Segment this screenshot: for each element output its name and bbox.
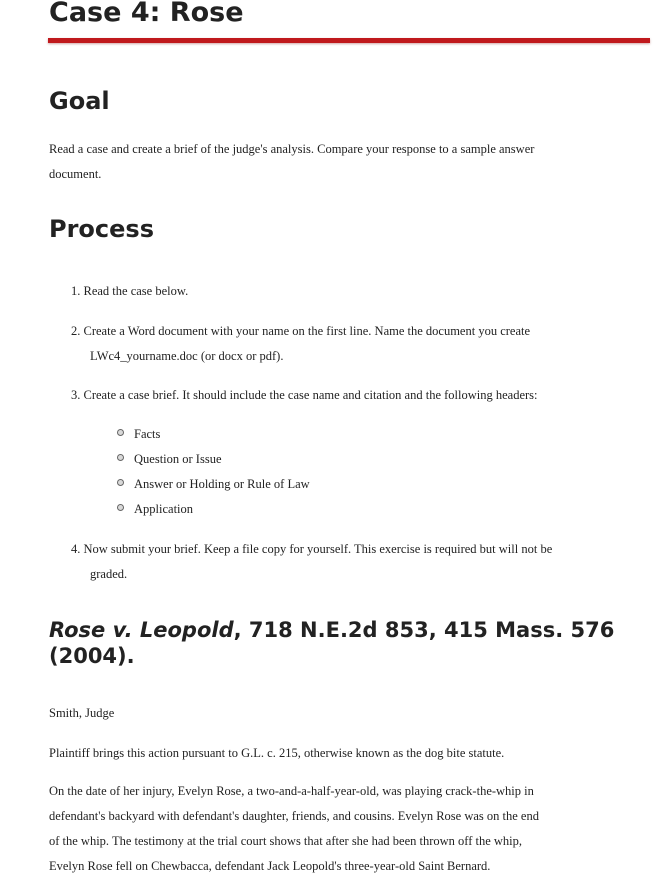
list-item-label: Application xyxy=(134,502,194,516)
case-paragraph-2 xyxy=(49,779,609,879)
step-number: 4. xyxy=(71,542,81,556)
paragraph-line: defendant's backyard with defendant's daughter, friends, and cousins. Evelyn Rose was on the end xyxy=(49,809,539,823)
paragraph-line: On the date of her injury, Evelyn Rose, a two-and-a-half-year-old, was playing crack-the-whip in xyxy=(49,784,534,798)
case-citation-heading xyxy=(49,617,629,669)
list-item-label: Question or Issue xyxy=(134,452,222,466)
process-heading: Process xyxy=(49,215,154,243)
case-year: (2004). xyxy=(49,644,135,668)
goal-heading: Goal xyxy=(49,87,110,115)
judge-name: Smith, Judge xyxy=(49,706,115,720)
list-item-application xyxy=(117,497,193,522)
list-item-facts xyxy=(117,422,160,447)
case-name: Rose v. Leopold xyxy=(49,618,234,642)
bullet-icon xyxy=(117,479,124,486)
process-step-2 xyxy=(71,319,611,369)
case-citation: , 718 N.E.2d 853, 415 Mass. 576 xyxy=(233,618,615,642)
step-text-continued: graded. xyxy=(90,567,128,581)
bullet-icon xyxy=(117,454,124,461)
step-text: Create a Word document with your name on the first line. Name the document you create xyxy=(83,324,531,338)
step-text: Create a case brief. It should include the case name and citation and the following headers: xyxy=(83,388,538,402)
step-number: 2. xyxy=(71,324,81,338)
case-paragraph-1: Plaintiff brings this action pursuant to G.L. c. 215, otherwise known as the dog bite statute. xyxy=(49,746,505,760)
bullet-icon xyxy=(117,504,124,511)
process-step-3 xyxy=(71,383,611,408)
list-item-question xyxy=(117,447,222,472)
process-step-1 xyxy=(71,279,611,304)
page-title: Case 4: Rose xyxy=(49,0,244,28)
step-text-continued: LWc4_yourname.doc (or docx or pdf). xyxy=(90,349,284,363)
paragraph-line: of the whip. The testimony at the trial court shows that after she had been thrown off the whip, xyxy=(49,834,523,848)
title-divider xyxy=(48,38,650,43)
list-item-answer xyxy=(117,472,310,497)
process-step-4 xyxy=(71,537,611,587)
goal-text xyxy=(49,137,604,187)
goal-text-line2: document. xyxy=(49,167,102,181)
paragraph-line: Evelyn Rose fell on Chewbacca, defendant Jack Leopold's three-year-old Saint Bernard. xyxy=(49,859,491,873)
list-item-label: Facts xyxy=(134,427,161,441)
list-item-label: Answer or Holding or Rule of Law xyxy=(134,477,310,491)
bullet-icon xyxy=(117,429,124,436)
step-number: 1. xyxy=(71,284,81,298)
step-number: 3. xyxy=(71,388,81,402)
goal-text-line1: Read a case and create a brief of the judge's analysis. Compare your response to a sample answer xyxy=(49,142,535,156)
step-text: Read the case below. xyxy=(83,284,189,298)
step-text: Now submit your brief. Keep a file copy for yourself. This exercise is required but will not be xyxy=(83,542,553,556)
